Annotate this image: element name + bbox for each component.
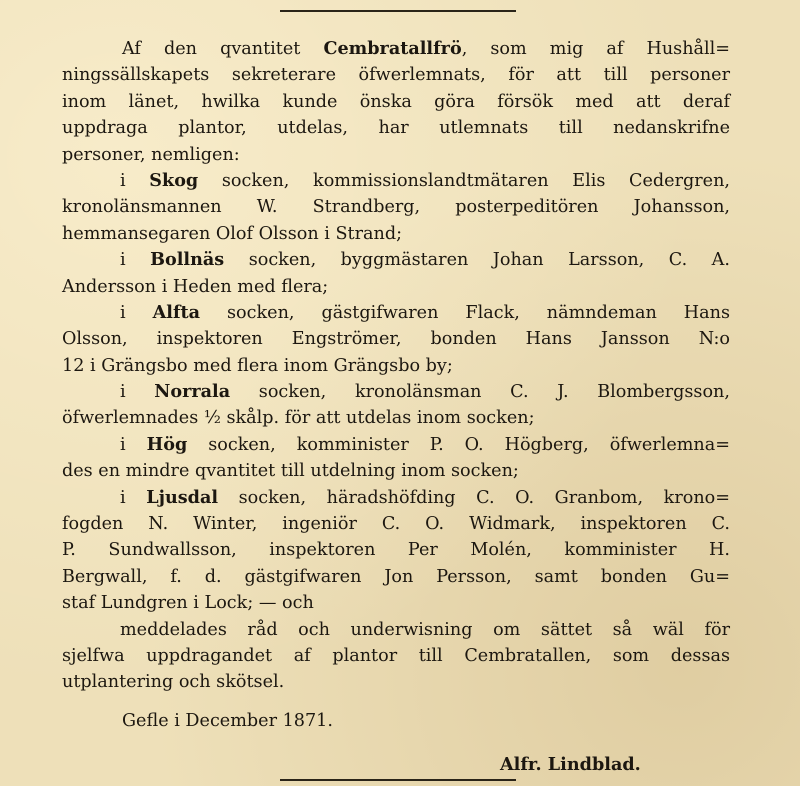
text-line bbox=[62, 194, 730, 220]
text-run: inom länet, hwilka kunde önska göra försök med att deraf bbox=[62, 91, 730, 112]
text-run: Andersson i Heden med flera; bbox=[62, 276, 329, 297]
text-run: utplantering och skötsel. bbox=[62, 672, 285, 693]
text-line bbox=[62, 89, 730, 115]
parish-name: Bollnäs bbox=[150, 249, 225, 271]
text-line bbox=[62, 168, 730, 194]
text-run: hemmansegaren Olof Olsson i Strand; bbox=[62, 223, 403, 244]
parish-name: Skog bbox=[149, 169, 199, 191]
text-run: i bbox=[120, 382, 155, 403]
text-run: i bbox=[120, 302, 153, 323]
text-run: meddelades råd och underwisning om sättet så wäl för bbox=[120, 619, 730, 640]
text-line bbox=[62, 511, 730, 537]
text-run: socken, kommissionslandtmätaren Elis Cedergren, bbox=[198, 170, 730, 191]
text-run: des en mindre qvantitet till utdelning inom socken; bbox=[62, 461, 519, 482]
text-line bbox=[62, 432, 730, 458]
text-run: i bbox=[120, 487, 147, 508]
text-line bbox=[62, 485, 730, 511]
text-line bbox=[62, 62, 730, 88]
top-rule bbox=[280, 10, 516, 12]
text-line bbox=[62, 221, 730, 247]
text-line bbox=[62, 564, 730, 590]
parish-name: Hög bbox=[146, 433, 188, 455]
parish-name: Norrala bbox=[154, 381, 231, 403]
bottom-rule bbox=[280, 779, 516, 781]
text-line bbox=[62, 36, 730, 62]
text-line bbox=[62, 379, 730, 405]
text-run: öfwerlemnades ½ skålp. för att utdelas inom socken; bbox=[62, 408, 535, 429]
text-run: P. Sundwallsson, inspektoren Per Molén, komminister H. bbox=[62, 540, 730, 561]
parish-name: Alfta bbox=[152, 301, 201, 323]
notice-text bbox=[62, 36, 730, 696]
dateline: Gefle i December 1871. bbox=[122, 710, 333, 731]
text-line bbox=[62, 326, 730, 352]
text-line bbox=[62, 537, 730, 563]
text-line bbox=[62, 115, 730, 141]
text-run: socken, häradshöfding C. O. Granbom, krono= bbox=[218, 487, 730, 508]
text-line bbox=[62, 643, 730, 669]
text-run: socken, gästgifwaren Flack, nämndeman Hans bbox=[200, 302, 730, 323]
text-run: staf Lundgren i Lock; — och bbox=[62, 593, 314, 614]
text-line bbox=[62, 458, 730, 484]
text-line bbox=[62, 353, 730, 379]
text-line bbox=[62, 247, 730, 273]
text-line bbox=[62, 274, 730, 300]
text-line bbox=[62, 669, 730, 695]
signature: Alfr. Lindblad. bbox=[500, 754, 641, 776]
text-run: socken, komminister P. O. Högberg, öfwerlemna= bbox=[187, 434, 730, 455]
text-run: Bergwall, f. d. gästgifwaren Jon Persson, samt bonden Gu= bbox=[62, 566, 730, 587]
text-run: uppdraga plantor, utdelas, har utlemnats till nedanskrifne bbox=[62, 118, 730, 139]
notice-body bbox=[62, 36, 730, 779]
text-run: ningssällskapets sekreterare öfwerlemnats, för att till personer bbox=[62, 65, 730, 86]
text-run: Olsson, inspektoren Engströmer, bonden Hans Jansson N:o bbox=[62, 329, 730, 350]
text-run: kronolänsmannen W. Strandberg, posterpeditören Johansson, bbox=[62, 197, 730, 218]
text-run: socken, kronolänsman C. J. Blombergsson, bbox=[230, 382, 730, 403]
text-run: i bbox=[120, 434, 147, 455]
text-line bbox=[62, 405, 730, 431]
text-run: Af den qvantitet bbox=[122, 39, 324, 59]
text-run: i bbox=[120, 170, 150, 191]
text-line bbox=[62, 142, 730, 168]
text-run: personer, nemligen: bbox=[62, 144, 240, 165]
text-run: sjelfwa uppdragandet af plantor till Cembratallen, som dessas bbox=[62, 645, 730, 666]
text-run: fogden N. Winter, ingeniör C. O. Widmark, inspektoren C. bbox=[62, 514, 730, 535]
text-run: , som mig af Hushåll= bbox=[461, 39, 731, 59]
parish-name: Cembratallfrö bbox=[323, 38, 462, 59]
text-line bbox=[62, 590, 730, 616]
text-run: 12 i Grängsbo med flera inom Grängsbo by; bbox=[62, 355, 453, 376]
text-run: socken, byggmästaren Johan Larsson, C. A. bbox=[224, 250, 730, 271]
text-run: i bbox=[120, 250, 151, 271]
text-line bbox=[62, 617, 730, 643]
text-line bbox=[62, 300, 730, 326]
parish-name: Ljusdal bbox=[146, 486, 219, 508]
